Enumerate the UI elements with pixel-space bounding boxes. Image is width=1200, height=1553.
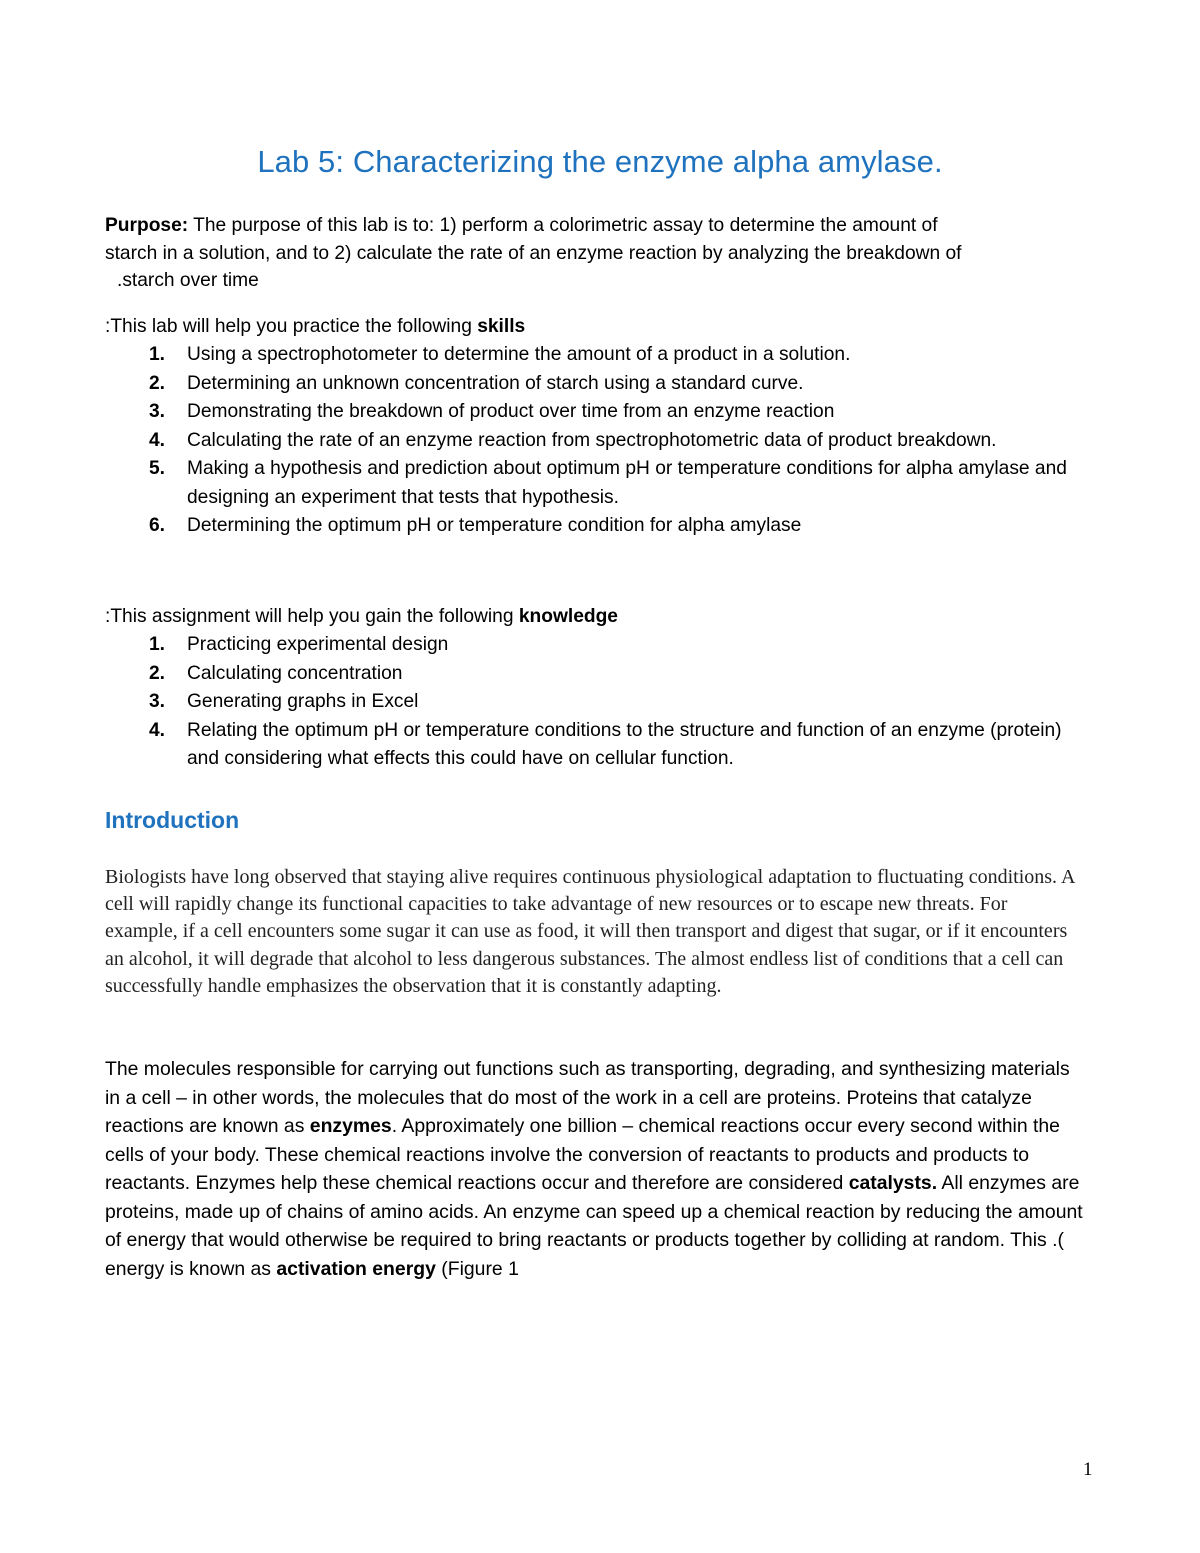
- list-item: [105, 660, 1095, 689]
- purpose-line-2: starch in a solution, and to 2) calculate the rate of an enzyme reaction by analyzing the breakdown of: [105, 242, 962, 264]
- skills-bold-word: skills: [477, 316, 526, 337]
- list-text: Determining the optimum pH or temperature condition for alpha amylase: [187, 515, 802, 536]
- list-item: [105, 455, 1095, 512]
- introduction-paragraph: Biologists have long observed that staying alive requires continuous physiological adaptation to fluctuating conditions. A cell will rapidly change its functional capacities to take advantage of new resources or to escape new threats. For example, if a cell encounters some sugar it can use as food, it will then transport and digest that sugar, or if it encounters an alcohol, it will degrade that alcohol to less dangerous substances. The almost endless list of conditions that a cell can successfully handle emphasizes the observation that it is constantly adapting.: [105, 866, 1075, 997]
- list-text: Practicing experimental design: [187, 634, 449, 655]
- purpose-line-3: .starch over time: [117, 270, 259, 291]
- molecules-paragraph: [105, 1055, 1090, 1283]
- purpose-line-1: [105, 212, 1095, 240]
- knowledge-bold-word: knowledge: [518, 606, 618, 627]
- list-item: [105, 717, 1095, 774]
- list-item: [105, 688, 1095, 717]
- list-text: Relating the optimum pH or temperature conditions to the structure and function of an enzyme (protein) and considering what effects this could have on cellular function.: [187, 719, 1062, 769]
- list-text: Demonstrating the breakdown of product over time from an enzyme reaction: [187, 401, 835, 422]
- list-number: 5.: [149, 458, 166, 479]
- list-text: Making a hypothesis and prediction about optimum pH or temperature conditions for alpha amylase and designing an experiment that tests that hypothesis.: [187, 458, 1067, 508]
- molecules-text-1: The molecules responsible for carrying out functions such as transporting, degrading, and synthesizing materials in a cell – in other words, the molecules that do most of the work in a cell are proteins. Proteins that catalyze reactions are known as: [105, 1058, 1070, 1137]
- list-number: 3.: [149, 401, 166, 422]
- list-item: [105, 512, 1095, 541]
- list-text: Determining an unknown concentration of starch using a standard curve.: [187, 372, 804, 394]
- list-text: Calculating concentration: [187, 662, 403, 684]
- purpose-text-1: The purpose of this lab is to: 1) perform a colorimetric assay to determine the amount of: [188, 215, 938, 236]
- knowledge-intro: [105, 603, 1095, 631]
- list-item: [105, 370, 1095, 399]
- list-number: 1.: [149, 634, 166, 655]
- list-number: 2.: [149, 372, 166, 394]
- list-item: [105, 631, 1095, 660]
- purpose-section: [105, 212, 1095, 295]
- list-number: 1.: [149, 344, 166, 365]
- molecules-text-2: . Approximately one billion – chemical reactions occur every second within the cells of your body. These chemical reactions involve the conversion of reactants to products and products to reactants. Enzymes help these chemical reactions occur and therefore are considered: [105, 1115, 1060, 1194]
- list-item: [105, 341, 1095, 370]
- list-number: 2.: [149, 662, 166, 684]
- molecules-text-3: All enzymes are proteins, made up of chains of amino acids. An enzyme can speed up a chemical reaction by reducing the amount of energy that would otherwise be required to bring reactants or products together by colliding at random. This .( energy is known as: [105, 1172, 1083, 1280]
- enzymes-term: enzymes: [309, 1115, 392, 1137]
- page-number: 1: [1083, 1459, 1093, 1480]
- list-text: Calculating the rate of an enzyme reaction from spectrophotometric data of product breakdown.: [187, 429, 997, 451]
- purpose-label: Purpose:: [105, 215, 189, 236]
- activation-energy-term: activation energy: [276, 1257, 436, 1280]
- page-title: Lab 5: Characterizing the enzyme alpha amylase.: [257, 144, 943, 179]
- skills-list: [105, 341, 1095, 541]
- skills-intro: [105, 313, 1095, 341]
- list-text: Generating graphs in Excel: [187, 691, 419, 712]
- list-number: 6.: [149, 515, 166, 536]
- list-number: 3.: [149, 691, 166, 712]
- list-number: 4.: [149, 719, 166, 741]
- skills-intro-text: :This lab will help you practice the following: [105, 316, 478, 337]
- introduction-heading: Introduction: [105, 807, 240, 833]
- knowledge-intro-text: :This assignment will help you gain the following: [105, 606, 519, 627]
- list-item: [105, 427, 1095, 456]
- list-item: [105, 398, 1095, 427]
- catalysts-term: catalysts.: [848, 1172, 938, 1194]
- knowledge-list: [105, 631, 1095, 774]
- list-text: Using a spectrophotometer to determine the amount of a product in a solution.: [187, 344, 851, 365]
- list-number: 4.: [149, 429, 166, 451]
- molecules-text-4: (Figure 1: [435, 1257, 519, 1280]
